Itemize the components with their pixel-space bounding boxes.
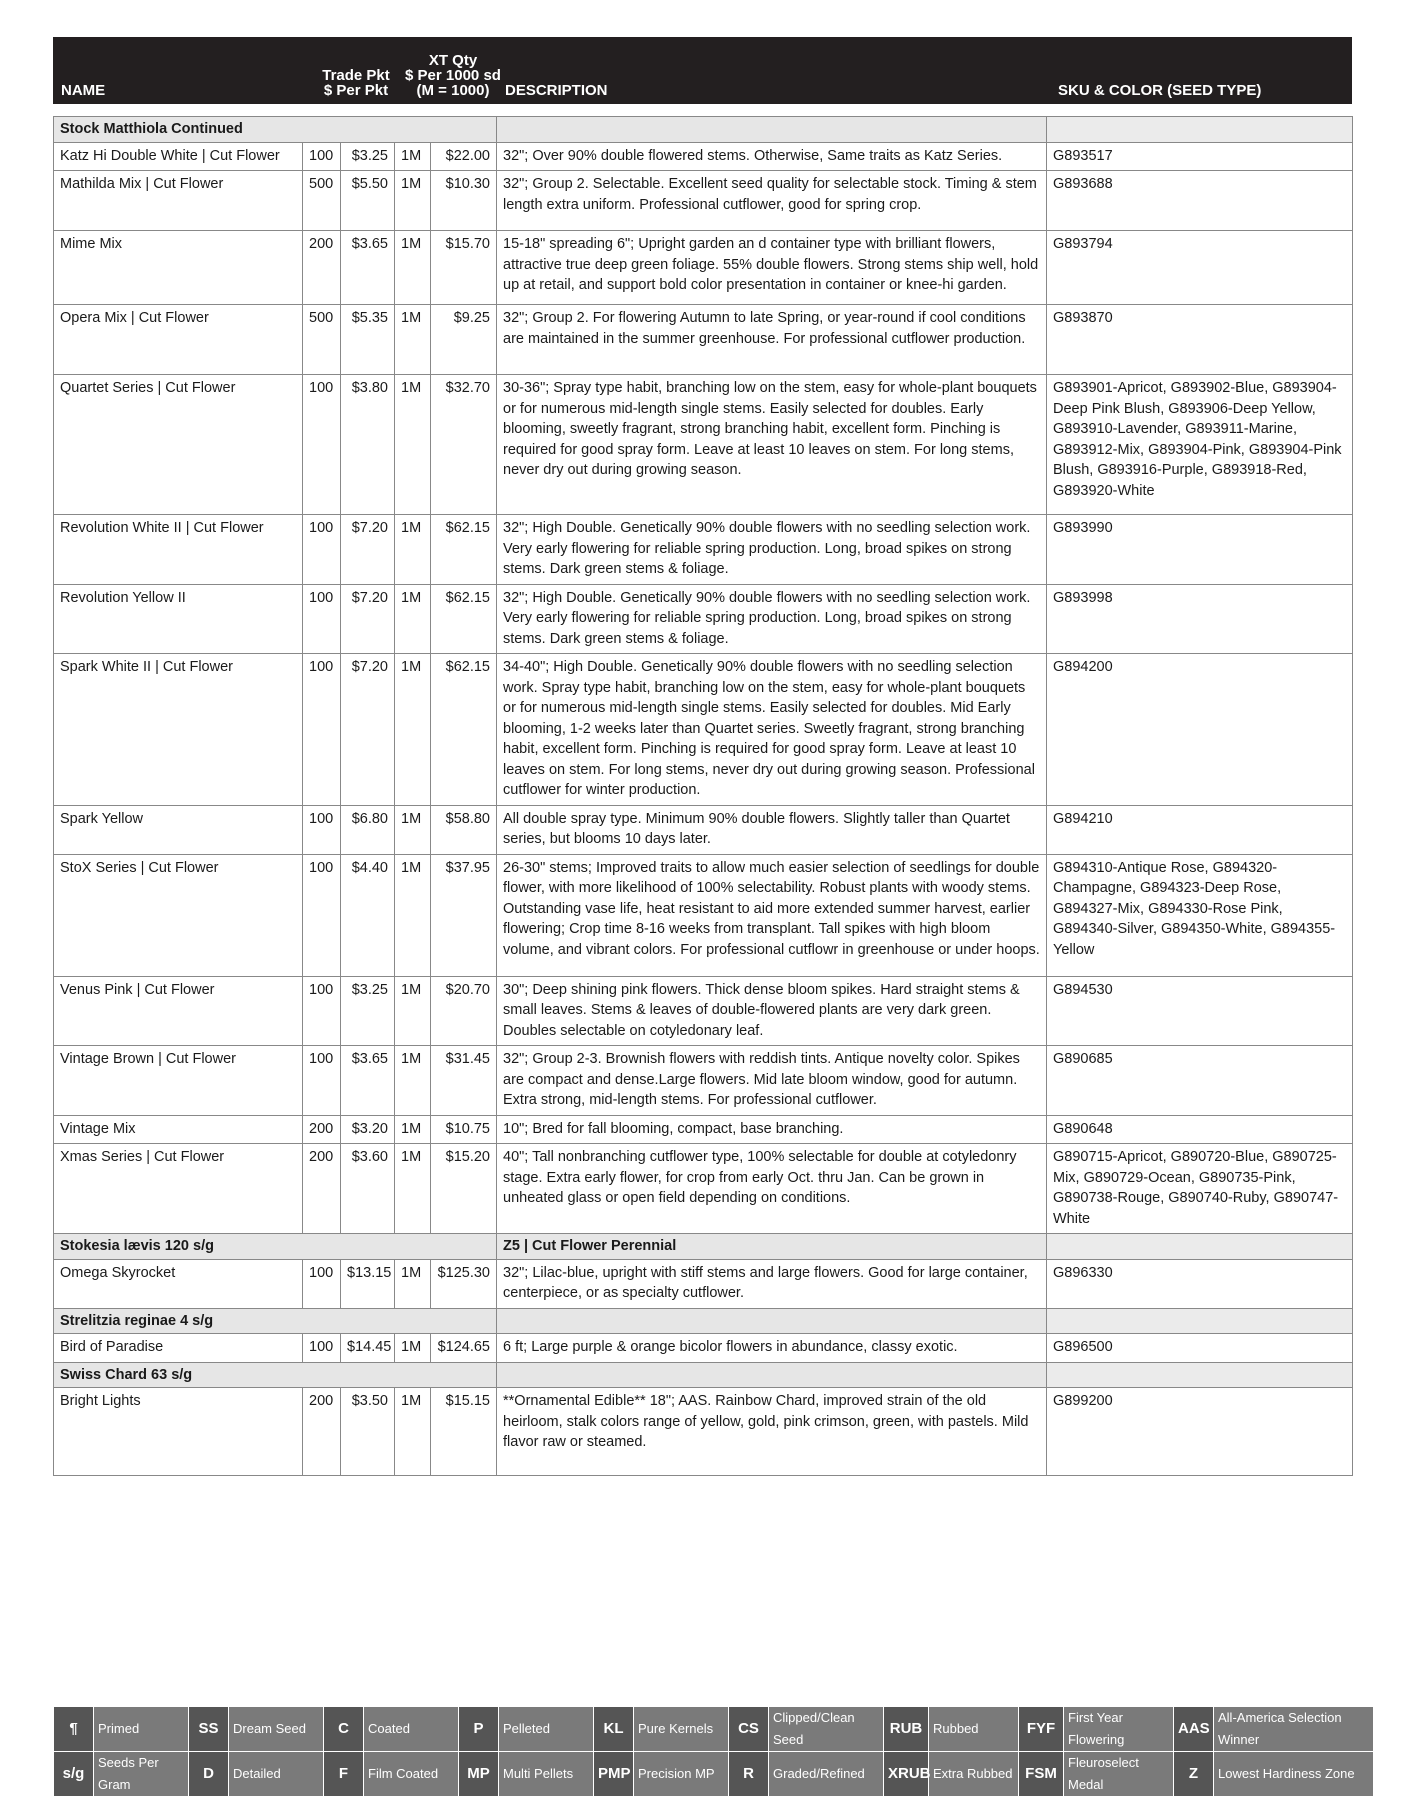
header-xt-qty [398, 53, 508, 98]
table-row [54, 515, 1353, 585]
header-trade-pkt-line1: Trade Pkt [322, 67, 390, 84]
table-row [54, 171, 1353, 231]
sku-color: G890648 [1047, 1115, 1353, 1144]
product-name: Spark Yellow [54, 805, 303, 854]
legend-value: First Year Flowering [1064, 1707, 1174, 1752]
section-title: Swiss Chard 63 s/g [54, 1362, 497, 1388]
pkt-price: $3.20 [341, 1115, 395, 1144]
table-row [54, 1334, 1353, 1363]
xt-quantity: 1M [395, 171, 431, 231]
xt-price: $10.75 [431, 1115, 497, 1144]
section-title: Strelitzia reginae 4 s/g [54, 1308, 497, 1334]
header-trade-pkt-line2: $ Per Pkt [323, 82, 389, 99]
xt-price: $22.00 [431, 142, 497, 171]
table-row [54, 1388, 1353, 1476]
header-sku: SKU & COLOR (SEED TYPE) [1058, 82, 1262, 99]
sku-color: G890715-Apricot, G890720-Blue, G890725-Mix, G890729-Ocean, G890735-Pink, G890738-Rouge, G890740-Ruby, G890747-White [1047, 1144, 1353, 1234]
pkt-price: $7.20 [341, 515, 395, 585]
table-row [54, 1144, 1353, 1234]
product-name: Omega Skyrocket [54, 1259, 303, 1308]
section-blank [1047, 117, 1353, 143]
product-name: Vintage Mix [54, 1115, 303, 1144]
header-xt-line2: $ Per 1000 sd [405, 67, 501, 84]
pkt-price: $3.50 [341, 1388, 395, 1476]
header-trade-pkt [316, 68, 396, 98]
product-name: Venus Pink | Cut Flower [54, 976, 303, 1046]
xt-quantity: 1M [395, 584, 431, 654]
pkt-price: $3.60 [341, 1144, 395, 1234]
table-row [54, 1259, 1353, 1308]
legend-key: ¶ [54, 1707, 94, 1752]
pkt-price: $3.25 [341, 976, 395, 1046]
sku-color: G890685 [1047, 1046, 1353, 1116]
pkt-price: $3.25 [341, 142, 395, 171]
section-subtitle: Z5 | Cut Flower Perennial [497, 1234, 1047, 1260]
legend-row [54, 1707, 1374, 1752]
table-row [54, 305, 1353, 375]
xt-price: $58.80 [431, 805, 497, 854]
legend-key: P [459, 1707, 499, 1752]
table-row [54, 805, 1353, 854]
product-description: 34-40"; High Double. Genetically 90% double flowers with no seedling selection work. Spray type habit, branching low on the stem, easy for whole-plant bouquets or for numerous mid-length single stems. Easily selected for doubles. Mid Early blooming, 1-2 weeks later than Quartet series. Sweetly fragrant, strong branching habit, excellent form. Pinching is required for good spray form. Leave at least 10 leaves on stem. For long stems, never dry out during growing season. Professional cutflower for winter production. [497, 654, 1047, 806]
legend-value: Rubbed [929, 1707, 1019, 1752]
legend-value: Lowest Hardiness Zone [1214, 1752, 1374, 1797]
legend-value: Multi Pellets [499, 1752, 594, 1797]
table-row [54, 654, 1353, 806]
product-description: 32"; High Double. Genetically 90% double flowers with no seedling selection work. Very early flowering for reliable spring production. Long, broad spikes on strong stems. Dark green stems & foliage. [497, 515, 1047, 585]
xt-price: $62.15 [431, 515, 497, 585]
xt-price: $10.30 [431, 171, 497, 231]
pkt-price: $6.80 [341, 805, 395, 854]
legend-key: Z [1174, 1752, 1214, 1797]
table-row [54, 584, 1353, 654]
product-description: All double spray type. Minimum 90% double flowers. Slightly taller than Quartet series, but blooms 10 days later. [497, 805, 1047, 854]
xt-price: $15.15 [431, 1388, 497, 1476]
xt-price: $32.70 [431, 375, 497, 515]
xt-quantity: 1M [395, 654, 431, 806]
xt-quantity: 1M [395, 231, 431, 305]
product-name: Revolution White II | Cut Flower [54, 515, 303, 585]
pkt-quantity: 500 [303, 305, 341, 375]
product-name: Xmas Series | Cut Flower [54, 1144, 303, 1234]
sku-color: G894210 [1047, 805, 1353, 854]
pkt-quantity: 500 [303, 171, 341, 231]
pkt-quantity: 100 [303, 1334, 341, 1363]
sku-color: G893688 [1047, 171, 1353, 231]
xt-price: $125.30 [431, 1259, 497, 1308]
product-name: Bird of Paradise [54, 1334, 303, 1363]
product-name: Vintage Brown | Cut Flower [54, 1046, 303, 1116]
product-description: 32"; Group 2. For flowering Autumn to late Spring, or year-round if cool conditions are maintained in the summer greenhouse. For professional cutflower production. [497, 305, 1047, 375]
pkt-quantity: 100 [303, 654, 341, 806]
table-row [54, 142, 1353, 171]
header-description: DESCRIPTION [505, 82, 608, 99]
legend-key: RUB [884, 1707, 929, 1752]
table-row [54, 375, 1353, 515]
legend-value: Clipped/Clean Seed [769, 1707, 884, 1752]
pkt-price: $3.80 [341, 375, 395, 515]
header-name: NAME [61, 82, 106, 99]
product-description: 6 ft; Large purple & orange bicolor flowers in abundance, classy exotic. [497, 1334, 1047, 1363]
legend-key: C [324, 1707, 364, 1752]
legend-value: Extra Rubbed [929, 1752, 1019, 1797]
section-subtitle [497, 117, 1047, 143]
pkt-quantity: 200 [303, 1388, 341, 1476]
product-description: 32"; Over 90% double flowered stems. Otherwise, Same traits as Katz Series. [497, 142, 1047, 171]
section-title: Stokesia lævis 120 s/g [54, 1234, 497, 1260]
section-header [54, 1308, 1353, 1334]
table-row [54, 231, 1353, 305]
product-name: Mathilda Mix | Cut Flower [54, 171, 303, 231]
pkt-quantity: 100 [303, 142, 341, 171]
legend-key: AAS [1174, 1707, 1214, 1752]
xt-price: $15.20 [431, 1144, 497, 1234]
pkt-price: $7.20 [341, 584, 395, 654]
product-name: Mime Mix [54, 231, 303, 305]
legend-key: s/g [54, 1752, 94, 1797]
xt-price: $20.70 [431, 976, 497, 1046]
product-description: 40"; Tall nonbranching cutflower type, 100% selectable for double at cotyledonry stage. Extra early flower, for crop from early Oct. thru Jan. Can be grown in unheated glass or open field depending on conditions. [497, 1144, 1047, 1234]
legend-key: MP [459, 1752, 499, 1797]
xt-quantity: 1M [395, 1144, 431, 1234]
pkt-price: $3.65 [341, 1046, 395, 1116]
pkt-quantity: 100 [303, 805, 341, 854]
sku-color: G893870 [1047, 305, 1353, 375]
xt-quantity: 1M [395, 375, 431, 515]
table-row [54, 976, 1353, 1046]
xt-quantity: 1M [395, 1259, 431, 1308]
section-title: Stock Matthiola Continued [54, 117, 497, 143]
pkt-quantity: 100 [303, 854, 341, 976]
section-subtitle [497, 1362, 1047, 1388]
product-description: 30-36"; Spray type habit, branching low on the stem, easy for whole-plant bouquets or for numerous mid-length single stems. Easily selected for doubles. Early blooming, sweetly fragrant, strong branching habit, excellent form. Pinching is required for good spray form. Leave at least 10 leaves on stem. For long stems, never dry out during growing season. [497, 375, 1047, 515]
xt-quantity: 1M [395, 1046, 431, 1116]
legend-value: Dream Seed [229, 1707, 324, 1752]
product-description: 32"; Group 2. Selectable. Excellent seed quality for selectable stock. Timing & stem length extra uniform. Professional cutflower, good for spring crop. [497, 171, 1047, 231]
xt-price: $9.25 [431, 305, 497, 375]
section-header [54, 1362, 1353, 1388]
product-description: **Ornamental Edible** 18"; AAS. Rainbow Chard, improved strain of the old heirloom, stalk colors range of yellow, gold, pink crimson, green, with pastels. Mild flavor raw or steamed. [497, 1388, 1047, 1476]
product-name: Opera Mix | Cut Flower [54, 305, 303, 375]
xt-quantity: 1M [395, 976, 431, 1046]
product-name: Bright Lights [54, 1388, 303, 1476]
xt-quantity: 1M [395, 1115, 431, 1144]
sku-color: G893901-Apricot, G893902-Blue, G893904-Deep Pink Blush, G893906-Deep Yellow, G893910-Lavender, G893911-Marine, G893912-Mix, G893904-Pink, G893904-Pink Blush, G893916-Purple, G893918-Red, G893920-White [1047, 375, 1353, 515]
product-description: 30"; Deep shining pink flowers. Thick dense bloom spikes. Hard straight stems & small leaves. Stems & leaves of double-flowered plants are very dark green. Doubles selectable on cotyledonary leaf. [497, 976, 1047, 1046]
sku-color: G893517 [1047, 142, 1353, 171]
legend-key: FSM [1019, 1752, 1064, 1797]
legend-value: Pure Kernels [634, 1707, 729, 1752]
legend [53, 1706, 1355, 1797]
table-row [54, 1115, 1353, 1144]
xt-quantity: 1M [395, 1388, 431, 1476]
product-description: 32"; Group 2-3. Brownish flowers with reddish tints. Antique novelty color. Spikes are compact and dense.Large flowers. Mid late bloom window, good for autumn. Extra strong, mid-length stems. For professional cutflower. [497, 1046, 1047, 1116]
pkt-price: $5.50 [341, 171, 395, 231]
sku-color: G893990 [1047, 515, 1353, 585]
xt-price: $37.95 [431, 854, 497, 976]
pkt-quantity: 100 [303, 584, 341, 654]
pkt-quantity: 100 [303, 976, 341, 1046]
legend-key: PMP [594, 1752, 634, 1797]
legend-value: Pelleted [499, 1707, 594, 1752]
sku-color: G894200 [1047, 654, 1353, 806]
product-description: 32"; High Double. Genetically 90% double flowers with no seedling selection work. Very early flowering for reliable spring production. Long, broad spikes on strong stems. Dark green stems & foliage. [497, 584, 1047, 654]
header-xt-line1: XT Qty [428, 52, 478, 69]
product-name: Revolution Yellow II [54, 584, 303, 654]
legend-value: Fleuroselect Medal [1064, 1752, 1174, 1797]
sku-color: G894530 [1047, 976, 1353, 1046]
legend-table [53, 1706, 1374, 1797]
catalog-page [53, 37, 1352, 1476]
sku-color: G893998 [1047, 584, 1353, 654]
section-subtitle [497, 1308, 1047, 1334]
xt-quantity: 1M [395, 515, 431, 585]
xt-price: $31.45 [431, 1046, 497, 1116]
table-header [53, 37, 1352, 104]
legend-value: All-America Selection Winner [1214, 1707, 1374, 1752]
legend-key: FYF [1019, 1707, 1064, 1752]
pkt-quantity: 100 [303, 515, 341, 585]
pkt-quantity: 200 [303, 1115, 341, 1144]
product-name: StoX Series | Cut Flower [54, 854, 303, 976]
legend-key: D [189, 1752, 229, 1797]
xt-quantity: 1M [395, 142, 431, 171]
legend-value: Detailed [229, 1752, 324, 1797]
pkt-quantity: 100 [303, 375, 341, 515]
legend-key: SS [189, 1707, 229, 1752]
pkt-price: $3.65 [341, 231, 395, 305]
xt-quantity: 1M [395, 805, 431, 854]
xt-price: $62.15 [431, 584, 497, 654]
pkt-price: $7.20 [341, 654, 395, 806]
product-description: 26-30" stems; Improved traits to allow much easier selection of seedlings for double flower, with more likelihood of 100% selectability. Robust plants with woody stems. Outstanding vase life, heat resistant to aid more extended summer harvest, earlier flowering; Crop time 8-16 weeks from transplant. Tall spikes with high bloom volume, and vibrant colors. For professional cutflowr in greenhouse or under hoops. [497, 854, 1047, 976]
legend-row [54, 1752, 1374, 1797]
table-row [54, 854, 1353, 976]
pkt-quantity: 100 [303, 1046, 341, 1116]
legend-key: XRUB [884, 1752, 929, 1797]
legend-value: Film Coated [364, 1752, 459, 1797]
legend-key: KL [594, 1707, 634, 1752]
pkt-quantity: 200 [303, 1144, 341, 1234]
sku-color: G896500 [1047, 1334, 1353, 1363]
sku-color: G893794 [1047, 231, 1353, 305]
header-xt-line3: (M = 1000) [416, 82, 490, 99]
section-header [54, 1234, 1353, 1260]
legend-value: Seeds Per Gram [94, 1752, 189, 1797]
pkt-price: $13.15 [341, 1259, 395, 1308]
legend-value: Coated [364, 1707, 459, 1752]
legend-value: Graded/Refined [769, 1752, 884, 1797]
pkt-price: $4.40 [341, 854, 395, 976]
sku-color: G896330 [1047, 1259, 1353, 1308]
section-blank [1047, 1234, 1353, 1260]
product-table [53, 116, 1353, 1476]
xt-price: $15.70 [431, 231, 497, 305]
product-description: 15-18" spreading 6"; Upright garden an d container type with brilliant flowers, attractive true deep green foliage. 55% double flowers. Strong stems ship well, hold up at retail, and support bold color presentation in container or knee-hi garden. [497, 231, 1047, 305]
section-blank [1047, 1308, 1353, 1334]
legend-value: Precision MP [634, 1752, 729, 1797]
legend-key: R [729, 1752, 769, 1797]
pkt-price: $5.35 [341, 305, 395, 375]
legend-key: CS [729, 1707, 769, 1752]
section-blank [1047, 1362, 1353, 1388]
pkt-price: $14.45 [341, 1334, 395, 1363]
product-description: 10"; Bred for fall blooming, compact, base branching. [497, 1115, 1047, 1144]
product-name: Spark White II | Cut Flower [54, 654, 303, 806]
xt-quantity: 1M [395, 854, 431, 976]
table-row [54, 1046, 1353, 1116]
legend-value: Primed [94, 1707, 189, 1752]
sku-color: G894310-Antique Rose, G894320-Champagne, G894323-Deep Rose, G894327-Mix, G894330-Rose Pink, G894340-Silver, G894350-White, G894355-Yellow [1047, 854, 1353, 976]
xt-price: $124.65 [431, 1334, 497, 1363]
xt-price: $62.15 [431, 654, 497, 806]
pkt-quantity: 100 [303, 1259, 341, 1308]
xt-quantity: 1M [395, 1334, 431, 1363]
sku-color: G899200 [1047, 1388, 1353, 1476]
product-name: Katz Hi Double White | Cut Flower [54, 142, 303, 171]
product-description: 32"; Lilac-blue, upright with stiff stems and large flowers. Good for large container, centerpiece, or as specialty cutflower. [497, 1259, 1047, 1308]
product-name: Quartet Series | Cut Flower [54, 375, 303, 515]
xt-quantity: 1M [395, 305, 431, 375]
section-header [54, 117, 1353, 143]
pkt-quantity: 200 [303, 231, 341, 305]
legend-key: F [324, 1752, 364, 1797]
